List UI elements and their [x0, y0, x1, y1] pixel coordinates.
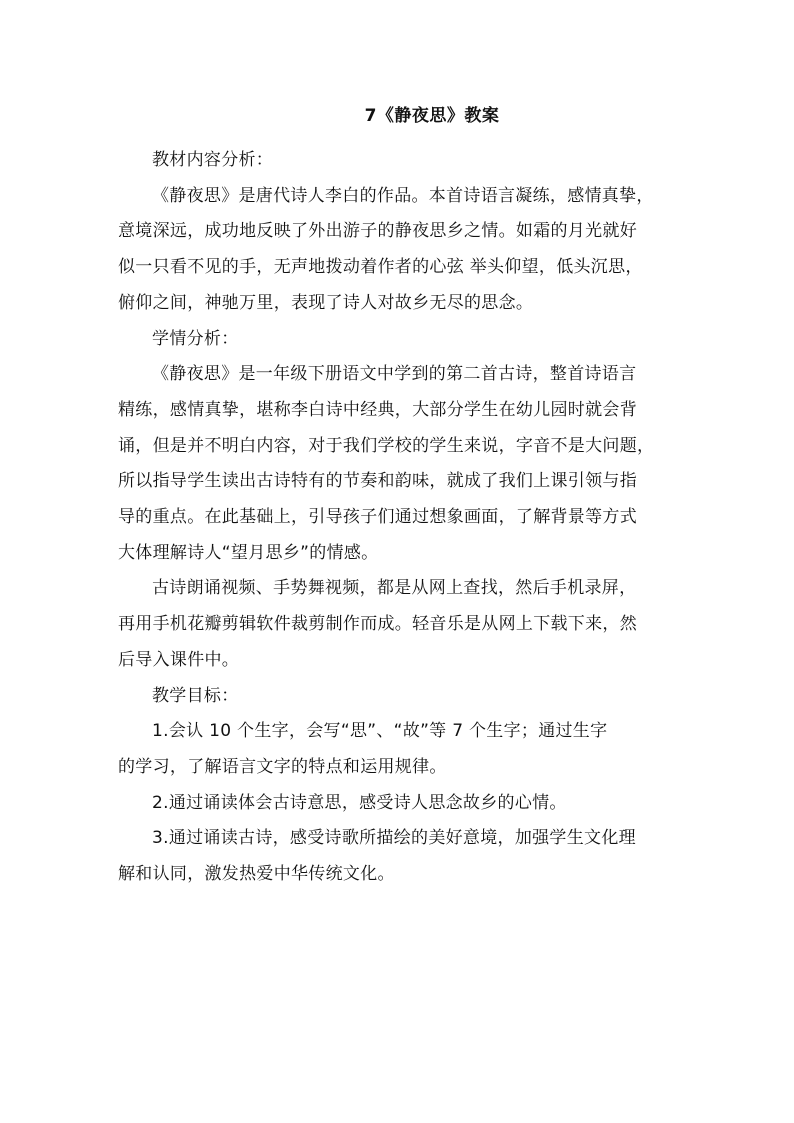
document-title: 7《静夜思》教案 [364, 106, 500, 126]
resources-paragraph [118, 571, 680, 678]
paragraph-line: 古诗朗诵视频、手势舞视频，都是从网上查找，然后手机录屏， [152, 578, 637, 599]
teaching-goals-heading: 教学目标： [152, 685, 239, 706]
paragraph-line: 解和认同，激发热爱中华传统文化。 [118, 864, 395, 885]
goal-3 [118, 821, 680, 892]
paragraph-line: 意境深远，成功地反映了外出游子的静夜思乡之情。如霜的月光就好 [118, 221, 637, 242]
paragraph-line: 导的重点。在此基础上，引导孩子们通过想象画面，了解背景等方式 [118, 507, 637, 528]
goal-1 [118, 714, 680, 785]
learning-analysis-paragraph [118, 357, 680, 571]
goal-2 [118, 786, 680, 822]
content-analysis-paragraph [118, 179, 680, 322]
paragraph-line: 《静夜思》是一年级下册语文中学到的第二首古诗，整首诗语言 [152, 364, 637, 385]
content-analysis-heading: 教材内容分析： [152, 150, 274, 170]
paragraph-line: 2.通过诵读体会古诗意思，感受诗人思念故乡的心情。 [152, 792, 567, 813]
paragraph-line: 大体理解诗人“望月思乡”的情感。 [118, 542, 379, 563]
paragraph-line: 再用手机花瓣剪辑软件裁剪制作而成。轻音乐是从网上下载下来，然 [118, 614, 637, 635]
paragraph-line: 《静夜思》是唐代诗人李白的作品。本首诗语言凝练，感情真挚， [152, 185, 654, 206]
paragraph-line: 的学习，了解语言文字的特点和运用规律。 [118, 756, 447, 777]
document-body [118, 143, 680, 893]
paragraph-line: 精练，感情真挚，堪称李白诗中经典，大部分学生在幼儿园时就会背 [118, 399, 637, 420]
paragraph-line: 3.通过诵读古诗，感受诗歌所描绘的美好意境，加强学生文化理 [152, 828, 636, 849]
paragraph-line: 诵，但是并不明白内容，对于我们学校的学生来说，字音不是大问题， [118, 435, 655, 456]
paragraph-line: 俯仰之间，神驰万里，表现了诗人对故乡无尽的思念。 [118, 292, 534, 313]
paragraph-line: 1.会认 10 个生字，会写“思”、“故”等 7 个生字；通过生字 [152, 721, 608, 742]
paragraph-line: 似一只看不见的手，无声地拨动着作者的心弦 举头仰望，低头沉思， [118, 257, 643, 278]
learning-analysis-heading: 学情分析： [152, 328, 239, 349]
paragraph-line: 后导入课件中。 [118, 649, 240, 670]
paragraph-line: 所以指导学生读出古诗特有的节奏和韵味，就成了我们上课引领与指 [118, 471, 637, 492]
